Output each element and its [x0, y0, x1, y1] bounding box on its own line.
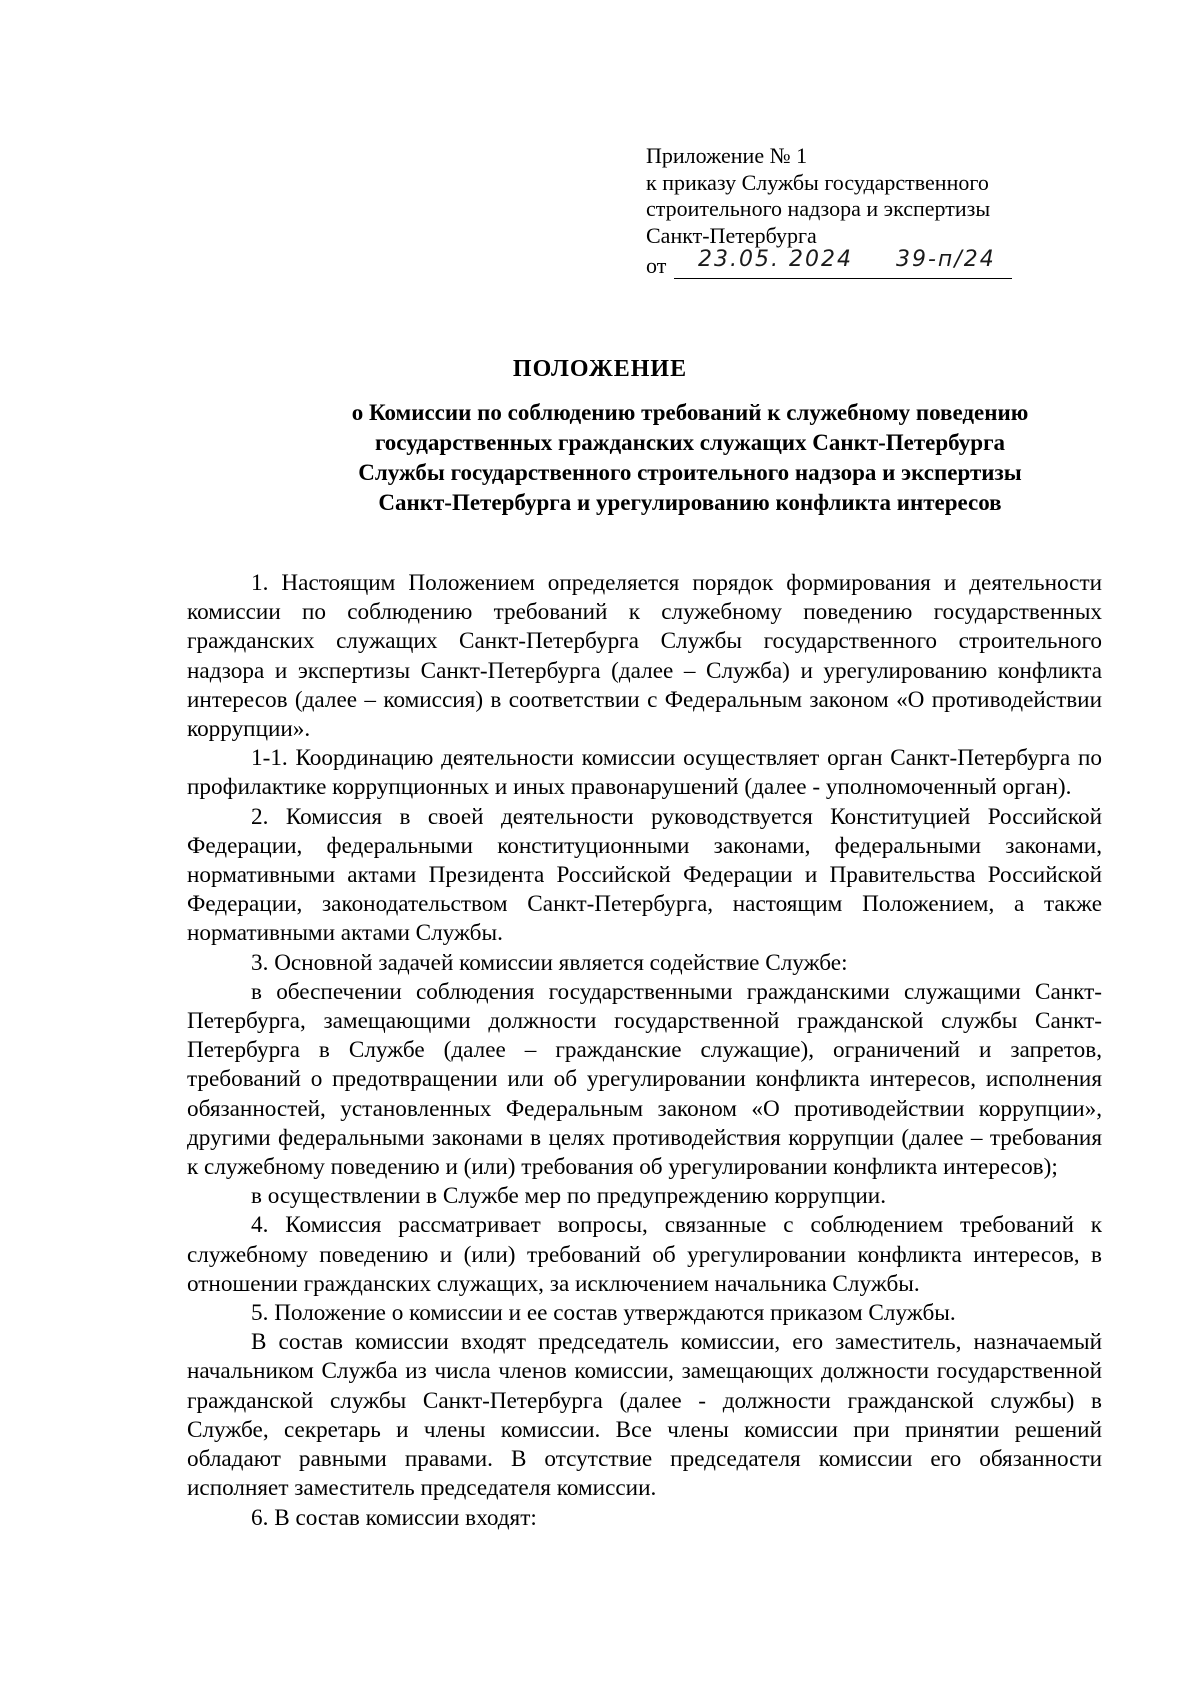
paragraph-3: 3. Основной задачей комиссии является содействие Службе:: [251, 949, 848, 976]
handwritten-order-number: 39-п/24: [896, 247, 996, 272]
document-title: ПОЛОЖЕНИЕ: [512, 356, 688, 382]
document-subtitle: [300, 398, 1080, 518]
paragraph-6: 6. В состав комиссии входят:: [251, 1504, 537, 1531]
handwritten-order-date: 23.05. 2024: [698, 247, 853, 272]
appendix-agency-line: строительного надзора и экспертизы: [646, 196, 991, 221]
paragraph-3-item-2: в осуществлении в Службе мер по предупреждению коррупции.: [251, 1183, 887, 1210]
paragraph-2: 2. Комиссия в своей деятельности руководствуется Конституцией Российской Федерации, федеральными конституционными законами, федеральными законами, нормативными актами Президента Российской Федерации и Правительства Российской Федерации, законодательством Санкт-Петербурга, настоящим Положением, а также нормативными актами Службы.: [187, 803, 1102, 947]
appendix-number: Приложение № 1: [646, 143, 808, 168]
subtitle-line: Службы государственного строительного надзора и экспертизы: [358, 460, 1022, 485]
document-body: [187, 569, 1102, 1533]
subtitle-line: Санкт-Петербурга и урегулированию конфликта интересов: [378, 490, 1002, 515]
paragraph-3-item-1: в обеспечении соблюдения государственными гражданскими служащими Санкт-Петербурга, замещающими должности государственной гражданской службы Санкт-Петербурга в Службе (далее – гражданские служащие), ограничений и запретов, требований о предотвращении или об урегулировании конфликта интересов, исполнения обязанностей, установленных Федеральным законом «О противодействии коррупции», другими федеральными законами в целях противодействия коррупции (далее – требования к служебному поведению и (или) требования об урегулировании конфликта интересов);: [187, 978, 1102, 1181]
paragraph-1-1: 1-1. Координацию деятельности комиссии осуществляет орган Санкт-Петербурга по профилактике коррупционных и иных правонарушений (далее - уполномоченный орган).: [187, 745, 1102, 801]
paragraph-1: 1. Настоящим Положением определяется порядок формирования и деятельности комиссии по соблюдению требований к служебному поведению государственных гражданских служащих Санкт-Петербурга Службы государственного строительного надзора и экспертизы Санкт-Петербурга (далее – Служба) и урегулированию конфликта интересов (далее – комиссия) в соответствии с Федеральным законом «О противодействии коррупции».: [187, 570, 1102, 743]
appendix-order-line: к приказу Службы государственного: [646, 169, 989, 195]
order-date-underline: [674, 278, 1012, 279]
appendix-block: [646, 143, 1066, 281]
appendix-city-line: Санкт-Петербурга: [646, 222, 817, 248]
subtitle-line: о Комиссии по соблюдению требований к служебному поведению: [351, 400, 1029, 425]
paragraph-4: 4. Комиссия рассматривает вопросы, связанные с соблюдением требований к служебному поведению и (или) требований об урегулировании конфликта интересов, в отношении гражданских служащих, за исключением начальника Службы.: [187, 1212, 1102, 1297]
paragraph-5: 5. Положение о комиссии и ее состав утверждаются приказом Службы.: [251, 1300, 956, 1327]
paragraph-5-composition: В состав комиссии входят председатель комиссии, его заместитель, назначаемый начальником Служба из числа членов комиссии, замещающих должности государственной гражданской службы Санкт-Петербурга (далее - должности гражданской службы) в Службе, секретарь и члены комиссии. Все члены комиссии при принятии решений обладают равными правами. В отсутствие председателя комиссии его обязанности исполняет заместитель председателя комиссии.: [187, 1329, 1102, 1502]
subtitle-line: государственных гражданских служащих Санкт-Петербурга: [374, 430, 1006, 455]
order-date-line: [646, 249, 1066, 281]
order-date-prefix: от: [646, 253, 667, 278]
